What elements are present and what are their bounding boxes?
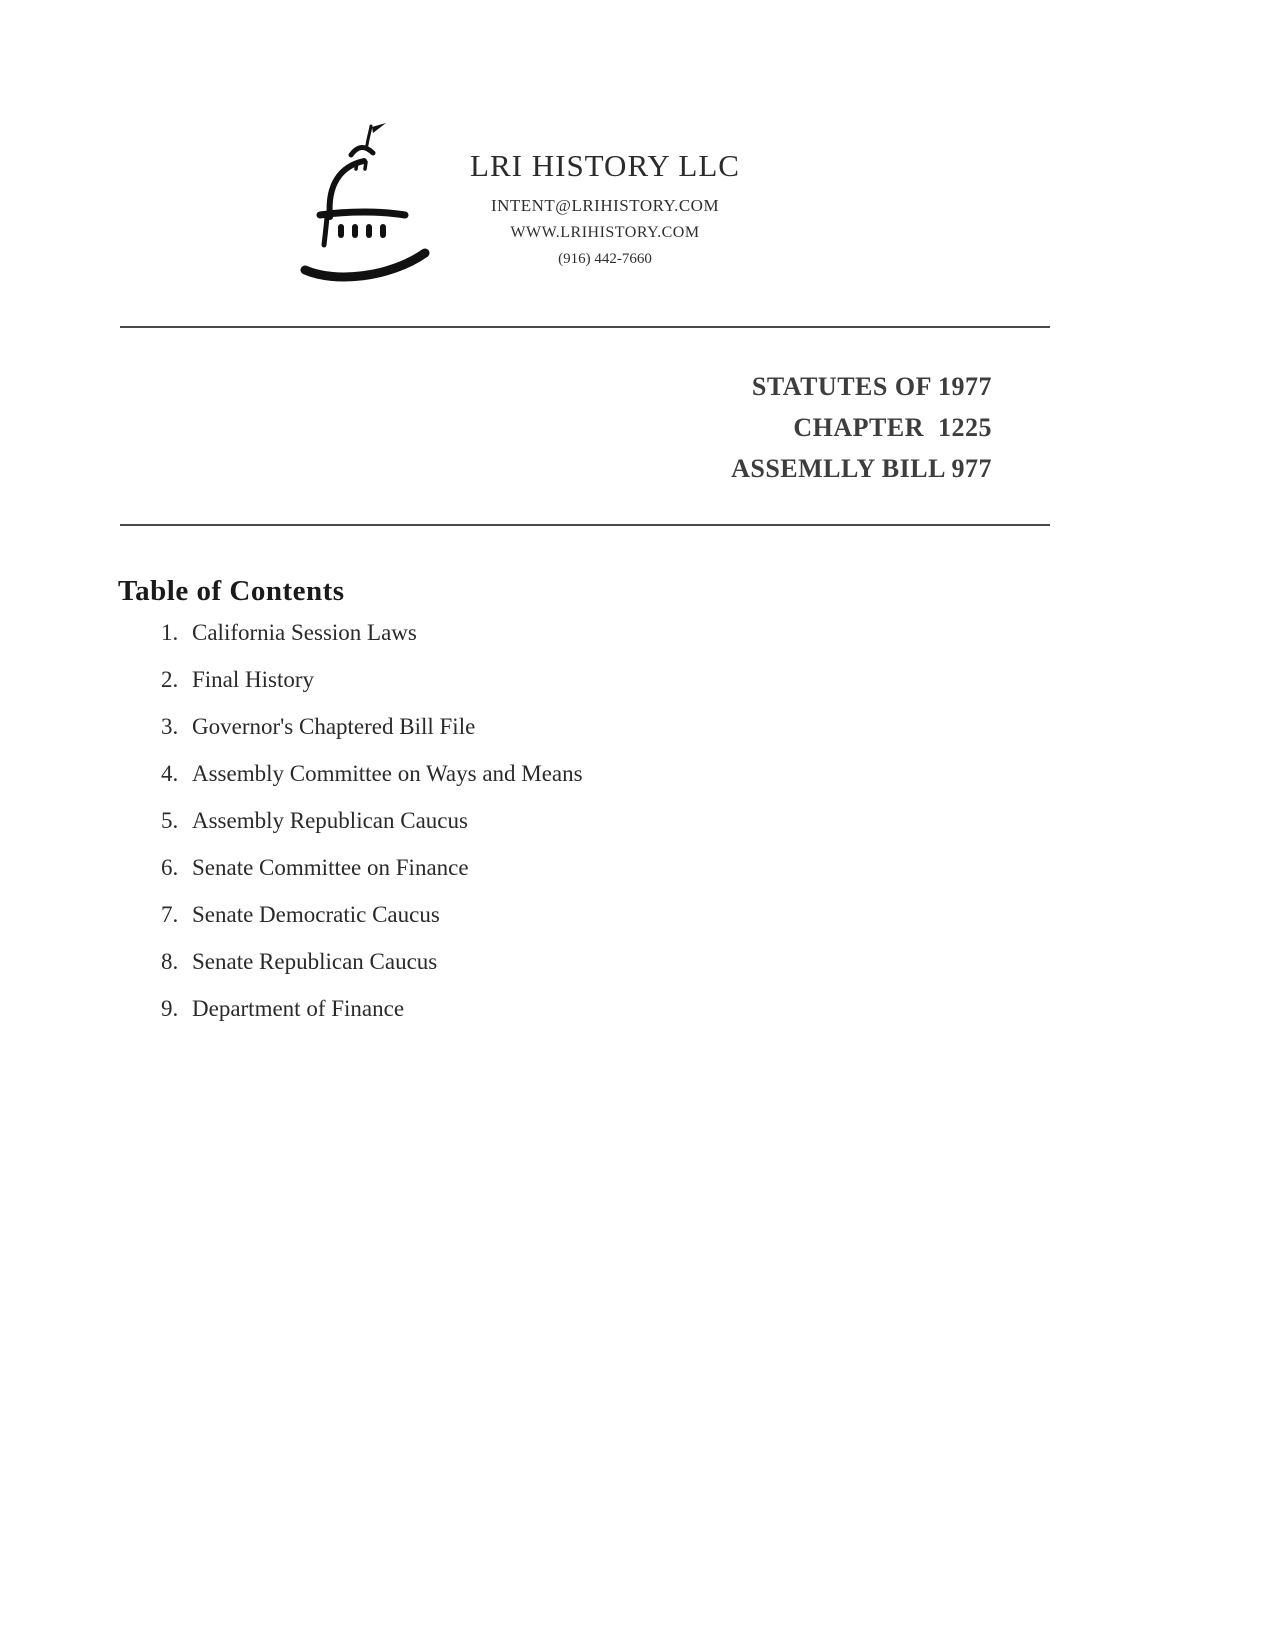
company-email: INTENT@LRIHISTORY.COM [490, 196, 720, 215]
divider-top [120, 326, 1050, 328]
toc-item: 4. Assembly Committee on Ways and Means [184, 759, 583, 788]
toc-item: 5. Assembly Republican Caucus [184, 806, 583, 835]
chapter-line: CHAPTER 1225 [793, 413, 992, 442]
divider-bottom [120, 524, 1050, 526]
company-name: LRI HISTORY LLC [470, 148, 740, 183]
statute-title-block [731, 366, 992, 489]
toc-item: 2. Final History [184, 665, 583, 694]
company-phone: (916) 442-7660 [558, 251, 652, 267]
company-website: WWW.LRIHISTORY.COM [510, 224, 700, 241]
assembly-bill-line: ASSEMLLY BILL 977 [731, 454, 992, 483]
toc-item: 7. Senate Democratic Caucus [184, 900, 583, 929]
toc-heading: Table of Contents [118, 575, 345, 608]
toc-item: 1. California Session Laws [184, 618, 583, 647]
toc-item: 3. Governor's Chaptered Bill File [184, 712, 583, 741]
toc-item: 8. Senate Republican Caucus [184, 947, 583, 976]
toc-list [142, 618, 583, 1041]
capitol-dome-logo-icon [293, 118, 445, 286]
statutes-year-line: STATUTES OF 1977 [751, 372, 992, 401]
toc-item: 9. Department of Finance [184, 994, 583, 1023]
letterhead [440, 148, 770, 268]
toc-item: 6. Senate Committee on Finance [184, 853, 583, 882]
